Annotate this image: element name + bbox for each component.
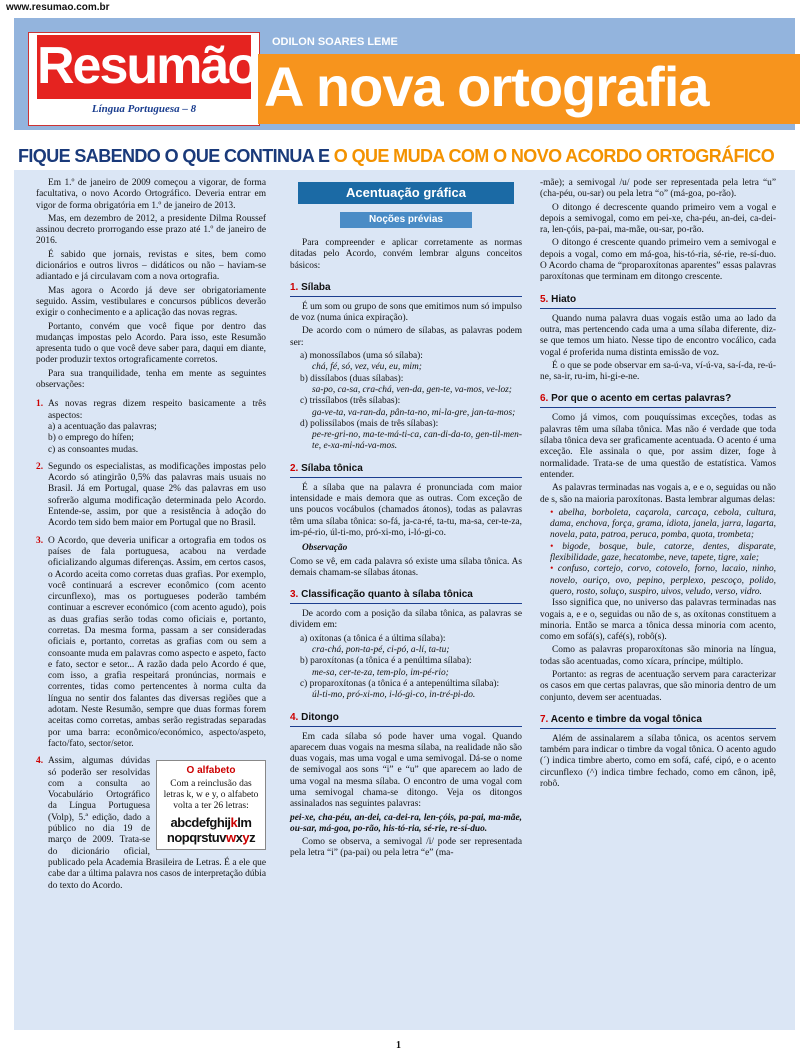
alphabet-letters-row2: nopqrstuvwxyz (166, 830, 256, 846)
paragraph: Quando numa palavra duas vogais estão uma ao lado da outra, mas pertencendo cada uma a uma sílaba diferente, diz-se que temos um hiato. Nesse tipo de encontro vocálico, cada vogal é proferida numa distinta emissão de voz. (540, 313, 776, 358)
alphabet-text: Com a reinclusão das letras k, w e y, o alfabeto volta a ter 26 letras: (163, 779, 259, 812)
paragraph: É o que se pode observar em sa-ú-va, ví-ú-va, sa-í-da, re-ú-ne, sa-ir, ru-im, hi-gi-e-ne. (540, 360, 776, 383)
heading-ditongo: 4. Ditongo (290, 710, 522, 727)
paragraph: Para compreender e aplicar corretamente as normas ditadas pelo Acordo, convém lembrar alguns conceitos básicos: (290, 238, 522, 271)
header-banner (14, 18, 795, 130)
paragraph: Como já vimos, com pouquíssimas exceções, todas as palavras têm uma sílaba tônica. Mas não é verdade que toda sílaba tônica deva ser graficamente acentuada. O acento é uma exceção. Ele assinala o que, por assim dizer, foge à normalidade. Trata-se de uma questão de estatística. Vamos entender. (540, 413, 776, 480)
paragraph: -mãe); a semivogal /u/ pode ser representada pela letra “u” (cha-péu, ou-sar) ou pela letra “o” (má-goa, po-rão). (540, 178, 776, 200)
column-3 (540, 178, 776, 792)
paragraph: Mas agora o Acordo já deve ser obrigatoriamente seguido. Assim, vestibulares e concursos públicos deverão exigir o conhecimento e a aplicação das novas regras. (36, 285, 266, 319)
list-number: 1. (36, 399, 44, 410)
example: úl-ti-mo, pró-xi-mo, i-ló-gi-co, in-tré-pi-do. (312, 690, 476, 701)
paragraph: Em cada sílaba só pode haver uma vogal. Quando aparecem duas vogais na mesma sílaba, na realidade não são duas vogais, mas uma vogal e uma semivogal. Dá-se o nome de semivogal aos sons “i” e “u” que aparecem ao lado de uma vogal na mesma sílaba. O encontro de uma vogal com uma semivogal chama-se ditongo. Veja os ditongos assinalados nas seguintes palavras: (290, 731, 522, 810)
brand-subtitle: Língua Portuguesa – 8 (91, 103, 197, 115)
list-subitem: c) as consoantes mudas. (48, 444, 139, 455)
list-text: Assim, algumas dúvidas só poderão ser resolvidas com a consulta ao Vocabulário Ortográfico da Língua Portuguesa (Volp), 5.ª edição, dado a público no dia 19 de março de 2009. Trata-se do dicionário oficial, publicado pela Academia Brasileira de Letras. É a ele que cabe dar a última palavra nos casos de interpretação dúbia do texto do Acordo. (48, 756, 266, 891)
subsection-title: Noções prévias (340, 212, 472, 228)
list-subitem: a) monossílabos (uma só sílaba): (300, 351, 423, 362)
heading-silaba-tonica: 2. Sílaba tônica (290, 461, 522, 478)
headline-part2: O QUE MUDA COM O NOVO ACORDO ORTOGRÁFICO (333, 146, 775, 166)
list-subitem: d) polissílabos (mais de três sílabas): (300, 418, 439, 429)
list-item (36, 462, 266, 530)
example: pei-xe, cha-péu, an-dei, ca-dei-ra, len-çóis, pa-pai, ma-mãe, ou-sar, má-goa, po-rão, his-tó-ria, sé-rie, re-sí-duo. (290, 812, 522, 834)
example: ga-ve-ta, va-ran-da, pân-ta-no, mi-la-gre, jan-ta-mos; (312, 407, 516, 418)
list-number: 4. (36, 756, 44, 767)
brand-logo (28, 32, 260, 126)
list-text: O Acordo, que deveria unificar a ortografia em todos os países de fala portuguesa, acabou na verdade oficializando algumas diferenças. Assim, em certos casos, o Acordo aceita como corretas duas grafias. Por exemplo, você continuará a escrever econômico (com acento circunflexo), mas os portugueses poderão também continuar a escrever económico (com acento agudo), pois as duas grafias serão todas como oficiais e, portanto, corretas. Da mesma forma, passam a ser consideradas oficiais e, portanto, corretas as grafias com ou sem a consoante muda em palavras como aspecto e aspeto, facto e fato, sector e setor... A razão dada pelo Acordo é que, com isso, a grafia respeitará pronúncias, normais e correntes, tidas como pertencentes à norma culta da língua no sentir dos falantes das diversas regiões que a adotam. Neste Resumão, sempre que duas formas forem aceitas como corretas, ambas serão registradas separadas por uma barra: econômico/económico, aspecto/aspeto, facto/fato, sector/setor. (48, 535, 266, 749)
headline (18, 146, 774, 167)
list-item (36, 536, 266, 751)
list-subitem: b) dissílabos (duas sílabas): (300, 373, 404, 384)
paragraph: Como se vê, em cada palavra só existe uma sílaba tônica. As demais chamam-se sílabas átonas. (290, 556, 522, 578)
headline-part1: FIQUE SABENDO O QUE CONTINUA E (18, 146, 334, 166)
list-number: 2. (36, 461, 44, 472)
paragraph: Além de assinalarem a sílaba tônica, os acentos servem também para indicar o timbre da vogal tônica. O acento agudo (´) indica timbre aberto, como em sofá, café, cipó, e o acento circunflexo (^) indica timbre fechado, como em cânon, ipê, robô. (540, 733, 776, 790)
heading-timbre: 7. Acento e timbre da vogal tônica (540, 712, 776, 729)
list-subitem: b) paroxítonas (a tônica é a penúltima sílaba): (300, 656, 472, 667)
list-number: 3. (36, 535, 44, 546)
observation-title: Observação (302, 543, 348, 554)
example: me-sa, cer-te-za, tem-plo, im-pé-rio; (312, 667, 449, 678)
list-item (36, 756, 266, 892)
page-title: A nova ortografia (258, 54, 800, 124)
column-1 (36, 178, 266, 898)
example: pe-re-gri-no, ma-te-má-ti-ca, can-di-da-to, gen-til-men-te, e-xa-mi-ná-va-mos. (312, 430, 522, 452)
paragraph: O ditongo é crescente quando primeiro vem a semivogal e depois a vogal, como em má-goa, his-tó-ria, sé-rie, re-sí-duo. O Acordo chama de “proparoxítonas aparentes” essas palavras paroxítonas que terminam em ditongo crescente. (540, 238, 776, 283)
example: cra-chá, pon-ta-pé, ci-pó, a-lí, ta-tu; (312, 645, 450, 656)
list-subitem: c) trissílabos (três sílabas): (300, 396, 401, 407)
paragraph: Isso significa que, no universo das palavras terminadas nas vogais a, e e o, seguidas ou não de s, as oxítonas constituem a minoria. Então se marca a tônica dessa minoria com acento, como em sofá(s), café(s), robô(s). (540, 598, 776, 643)
list-subitem: c) proparoxítonas (a tônica é a antepenúltima sílaba): (300, 678, 500, 689)
heading-acento: 6. Por que o acento em certas palavras? (540, 391, 776, 408)
list-item (36, 399, 266, 455)
example: chá, fé, só, vez, véu, eu, mim; (312, 362, 422, 373)
alphabet-box (156, 760, 266, 850)
bullet-item: • confuso, cortejo, corvo, cotovelo, forno, lacaio, ninho, novelo, ouriço, ovo, pepino, perplexo, pescoço, polido, quero, rosto, soluço, suspiro, uivos, veludo, verso, vidro. (550, 564, 776, 597)
paragraph: Mas, em dezembro de 2012, a presidente Dilma Roussef assinou decreto prorrogando esse prazo até 1.º de janeiro de 2016. (36, 213, 266, 247)
author-name: ODILON SOARES LEME (272, 36, 398, 48)
paragraph: Como as palavras proparoxítonas são minoria na língua, todas são acentuadas, como xícara, príncipe, múltiplo. (540, 645, 776, 667)
heading-silaba: 1. Sílaba (290, 280, 522, 297)
list-text: Segundo os especialistas, as modificações impostas pelo Acordo só atingirão 0,5% das palavras mais usuais no Brasil. Já em Portugal, quase 2% das palavras em uso sofrerão alguma modificação determinada pelo Acordo. Entende-se, assim, por que a resistência à adoção do Acordo tem sido bem maior em Portugal que no Brasil. (48, 461, 266, 529)
example: sa-po, ca-sa, cra-chá, ven-da, gen-te, va-mos, ve-loz; (312, 384, 512, 395)
paragraph: Em 1.º de janeiro de 2009 começou a vigorar, de forma facultativa, o novo Acordo Ortográfico. Deveria entrar em vigor de forma obrigatória em 1.º de janeiro de 2013. (36, 178, 266, 211)
heading-hiato: 5. Hiato (540, 292, 776, 309)
paragraph: Para sua tranquilidade, tenha em mente as seguintes observações: (36, 368, 266, 391)
paragraph: É um som ou grupo de sons que emitimos num só impulso de voz (numa única expiração). (290, 301, 522, 324)
site-url: www.resumao.com.br (6, 2, 110, 13)
brand-name: Resumão (37, 35, 251, 99)
bullet-item: • abelha, borboleta, caçarola, carcaça, cebola, cultura, dama, enchova, força, grama, idiota, janela, jarra, lagarta, novela, pata, patroa, peruca, pomba, quota, trombeta; (550, 507, 776, 541)
heading-classificacao: 3. Classificação quanto à sílaba tônica (290, 587, 522, 604)
list-subitem: a) oxítonas (a tônica é a última sílaba): (300, 633, 446, 644)
list-text: As novas regras dizem respeito basicamente a três aspectos: (48, 399, 266, 421)
list-subitem: a) a acentuação das palavras; (48, 421, 157, 432)
page-number: 1 (396, 1040, 401, 1051)
paragraph: De acordo com o número de sílabas, as palavras podem ser: (290, 326, 522, 348)
list-subitem: b) o emprego do hífen; (48, 433, 134, 444)
paragraph: As palavras terminadas nas vogais a, e e o, seguidas ou não de s, são na maioria paroxítonas. Basta lembrar algumas delas: (540, 483, 776, 505)
paragraph: Portanto: as regras de acentuação servem para caracterizar os casos em que certas palavras, que são minoria dentro de um conjunto, devem ser acentuadas. (540, 669, 776, 703)
column-2 (290, 178, 522, 862)
section-title: Acentuação gráfica (298, 182, 514, 204)
paragraph: De acordo com a posição da sílaba tônica, as palavras se dividem em: (290, 609, 522, 631)
paragraph: Portanto, convém que você fique por dentro das mudanças impostas pelo Acordo. Para isso, este Resumão apresenta tudo o que você deve saber para, daqui em diante, poder produzir textos ortograficamente corretos. (36, 321, 266, 366)
alphabet-letters-row1: abcdefghijklm (170, 815, 252, 831)
paragraph: Como se observa, a semivogal /i/ pode ser representada pela letra “i” (pa-pai) ou pela letra “e” (ma- (290, 837, 522, 859)
paragraph: É sabido que jornais, revistas e sites, bem como dicionários e outros livros – didáticos ou não – haviam-se adiantado e já circulavam com a nova ortografia. (36, 249, 266, 283)
paragraph: É a sílaba que na palavra é pronunciada com maior intensidade e mais demora que as outras. Com exceção de uns poucos vocábulos (chamados átonos), todas as palavras têm uma sílaba tônica: so-fá, ja-ca-ré, ta-tu, ma-sa, cer-te-za, im-pé-rio, úl-ti-mo, pró-xi-mo, i-ló-gi-co. (290, 482, 522, 538)
alphabet-title: O alfabeto (186, 765, 236, 777)
paragraph: O ditongo é decrescente quando primeiro vem a vogal e depois a semivogal, como em pei-xe, cha-péu, an-dei, ca-dei-ra, len-çóis, pa-pai, ma-mãe, ou-sar, po-rão. (540, 202, 776, 236)
bullet-item: • bigode, bosque, bule, catorze, dentes, disparate, flexibilidade, gaze, hecatombe, neve, tapete, tigre, xale; (550, 541, 777, 564)
